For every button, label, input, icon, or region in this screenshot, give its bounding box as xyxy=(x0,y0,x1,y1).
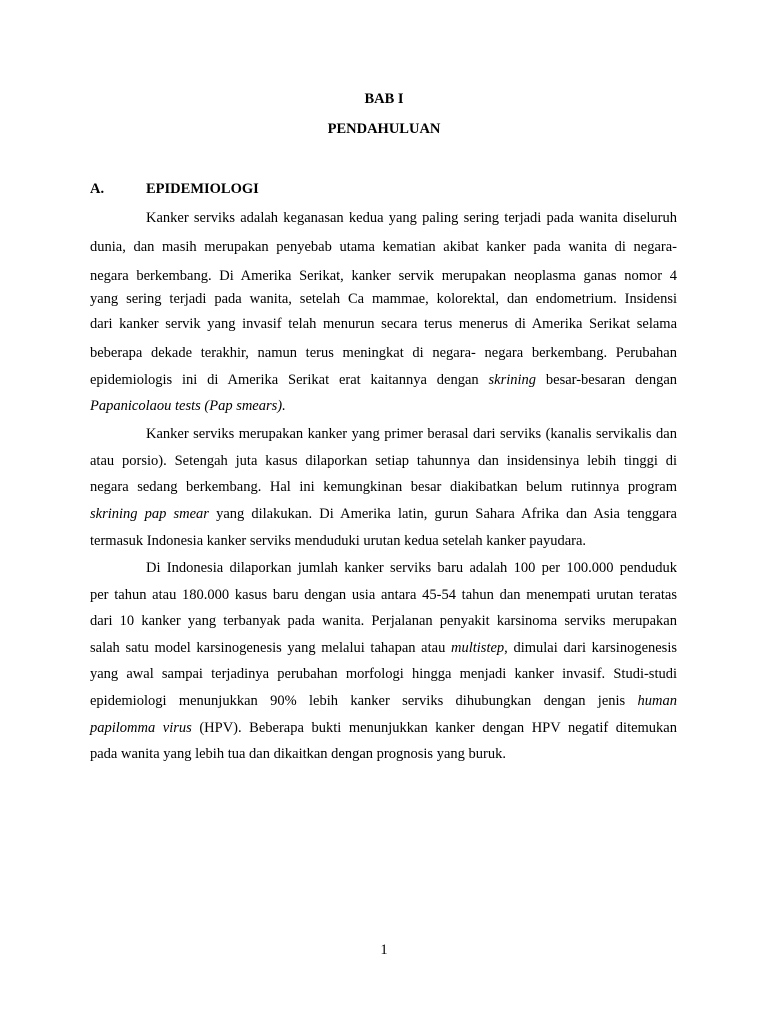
text-line: dari kanker servik yang invasif telah menurun secara terus menerus di Amerika Serikat selama xyxy=(90,316,677,332)
text-line: yang sering terjadi pada wanita, setelah Ca mammae, kolorektal, dan endometrium. Insidensi xyxy=(90,291,677,307)
text-run: epidemiologis ini di Amerika Serikat erat kaitannya dengan xyxy=(90,372,479,388)
text-run: (HPV). Beberapa bukti menunjukkan kanker dengan HPV negatif ditemukan xyxy=(199,720,677,736)
text-line: atau porsio). Setengah juta kasus dilaporkan setiap tahunnya dan insidensinya lebih tinggi di xyxy=(90,453,677,469)
italic-term: human xyxy=(637,693,678,709)
text-line: Kanker serviks merupakan kanker yang primer berasal dari serviks (kanalis servikalis dan xyxy=(146,426,677,442)
text-line: beberapa dekade terakhir, namun terus meningkat di negara- negara berkembang. Perubahan xyxy=(90,345,677,361)
page-number: 1 xyxy=(380,942,388,958)
italic-term: skrining pap smear xyxy=(90,506,209,522)
italic-term: skrining xyxy=(488,372,537,388)
section-heading xyxy=(90,181,259,198)
text-run: besar-besaran dengan xyxy=(545,372,678,388)
section-title: EPIDEMIOLOGI xyxy=(146,181,259,197)
text-line: Kanker serviks adalah keganasan kedua yang paling sering terjadi pada wanita diseluruh xyxy=(146,210,677,226)
text-line: termasuk Indonesia kanker serviks menduduki urutan kedua setelah kanker payudara. xyxy=(90,533,587,549)
text-line: dunia, dan masih merupakan penyebab utama kematian akibat kanker pada wanita di negara- xyxy=(90,239,677,255)
text-line xyxy=(90,719,677,737)
text-line: per tahun atau 180.000 kasus baru dengan usia antara 45-54 tahun dan menempati urutan teratas xyxy=(90,587,677,603)
chapter-title: PENDAHULUAN xyxy=(327,121,441,137)
text-line: pada wanita yang lebih tua dan dikaitkan dengan prognosis yang buruk. xyxy=(90,746,506,762)
text-line: negara sedang berkembang. Hal ini kemungkinan besar diakibatkan belum rutinnya program xyxy=(90,479,677,495)
text-line xyxy=(90,397,677,415)
text-run: yang dilakukan. Di Amerika latin, gurun Sahara Afrika dan Asia tenggara xyxy=(216,506,677,522)
text-line xyxy=(90,371,677,389)
section-number: A. xyxy=(90,181,105,197)
text-line: yang awal sampai terjadinya perubahan morfologi hingga menjadi kanker invasif. Studi-studi xyxy=(90,666,677,682)
italic-term: Papanicolaou tests (Pap smears). xyxy=(90,398,286,414)
text-line xyxy=(90,692,677,710)
text-run: salah satu model karsinogenesis yang melalui tahapan atau xyxy=(90,640,446,656)
italic-term: multistep xyxy=(451,640,505,656)
text-run: , dimulai dari karsinogenesis xyxy=(504,640,678,656)
text-line: dari 10 kanker yang terbanyak pada wanita. Perjalanan penyakit karsinoma serviks merupakan xyxy=(90,613,677,629)
text-line xyxy=(90,505,677,523)
italic-term: papilomma virus xyxy=(90,720,192,736)
chapter-label: BAB I xyxy=(364,91,404,107)
text-line: Di Indonesia dilaporkan jumlah kanker serviks baru adalah 100 per 100.000 penduduk xyxy=(146,560,677,576)
text-run: epidemiologi menunjukkan 90% lebih kanker serviks dihubungkan dengan jenis xyxy=(90,693,626,709)
text-line xyxy=(90,639,677,657)
text-line: negara berkembang. Di Amerika Serikat, kanker servik merupakan neoplasma ganas nomor 4 xyxy=(90,268,677,284)
